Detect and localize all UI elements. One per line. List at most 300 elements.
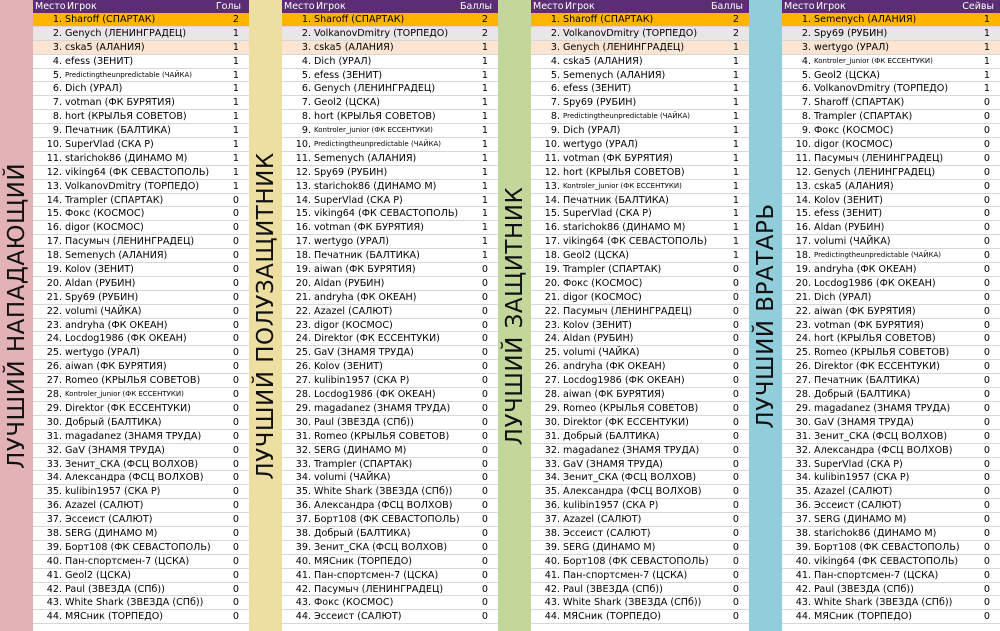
row-score: 0: [983, 514, 990, 526]
row-place: 23.: [544, 319, 560, 331]
row-score: 0: [232, 569, 239, 581]
table-row: [33, 416, 249, 430]
row-player: Spy69 (РУБИН): [563, 97, 637, 109]
table-row: [531, 305, 749, 319]
table-row: [782, 346, 1000, 360]
row-player: Борт108 (ФК СЕВАСТОПОЛЬ): [563, 555, 709, 567]
row-place: 20.: [295, 277, 311, 289]
table-header: [782, 0, 1000, 13]
table-row: [782, 374, 1000, 388]
row-score: 1: [732, 97, 739, 109]
table-row: [782, 388, 1000, 402]
row-player: Geol2 (ЦСКА): [314, 97, 381, 109]
row-score: 0: [732, 347, 739, 359]
row-player: andryha (ФК ОКЕАН): [314, 291, 417, 303]
row-player: SERG (ДИНАМО М): [814, 514, 907, 526]
row-player: Sharoff (СПАРТАК): [563, 14, 654, 25]
row-place: 22.: [795, 305, 811, 317]
table-row: [282, 346, 498, 360]
table-row: [282, 471, 498, 485]
row-player: cska5 (АЛАНИЯ): [814, 180, 894, 192]
row-place: 10.: [295, 139, 311, 151]
row-score: 1: [732, 166, 739, 178]
table-row: [531, 541, 749, 555]
row-place: 25.: [795, 347, 811, 359]
row-player: White Shark (ЗВЕЗДА (СПб)): [65, 597, 204, 609]
table-row: [782, 305, 1000, 319]
row-place: 28.: [46, 389, 62, 401]
table-row: [33, 360, 249, 374]
row-place: 35.: [46, 486, 62, 498]
row-place: 7.: [550, 97, 560, 109]
table-row: [282, 277, 498, 291]
row-place: 37.: [795, 514, 811, 526]
row-player: Зенит_СКА (ФСЦ ВОЛХОВ): [563, 472, 697, 484]
row-place: 38.: [46, 527, 62, 539]
row-score: 0: [481, 305, 488, 317]
row-player: Добрый (БАЛТИКА): [314, 527, 411, 539]
row-player: Spy69 (РУБИН): [65, 291, 139, 303]
row-place: 40.: [795, 555, 811, 567]
row-player: Genych (ЛЕНИНГРАДЕЦ): [314, 83, 436, 95]
row-score: 0: [232, 597, 239, 609]
row-score: 0: [732, 416, 739, 428]
row-score: 1: [732, 250, 739, 262]
row-score: 0: [983, 152, 990, 164]
row-place: 11.: [795, 152, 811, 164]
row-player: Semenych (АЛАНИЯ): [314, 152, 417, 164]
row-player: Dich (УРАЛ): [314, 55, 372, 67]
row-score: 1: [732, 194, 739, 206]
row-player: volumi (ЧАЙКА): [65, 305, 142, 317]
row-place: 29.: [46, 402, 62, 414]
row-place: 17.: [295, 236, 311, 248]
row-score: 1: [232, 180, 239, 192]
row-player: Trampler (СПАРТАК): [65, 194, 164, 206]
row-place: 41.: [544, 569, 560, 581]
row-place: 10.: [46, 139, 62, 151]
row-player: magadanez (ЗНАМЯ ТРУДА): [314, 402, 451, 414]
table-row: [282, 166, 498, 180]
row-score: 1: [481, 208, 488, 220]
table-row: [282, 430, 498, 444]
row-place: 22.: [295, 305, 311, 317]
row-score: 0: [481, 500, 488, 512]
row-score: 1: [732, 69, 739, 81]
table-row: [782, 263, 1000, 277]
row-place: 34.: [46, 472, 62, 484]
table-row: [282, 305, 498, 319]
row-place: 36.: [544, 500, 560, 512]
header-player: Игрок: [816, 1, 846, 12]
table-row: [531, 444, 749, 458]
row-score: 1: [232, 166, 239, 178]
table-row: [782, 27, 1000, 41]
band-midfielders: [249, 0, 282, 631]
row-score: 0: [983, 555, 990, 567]
row-score: 0: [983, 180, 990, 192]
row-place: 17.: [46, 236, 62, 248]
row-player: kulibin1957 (СКА Р): [814, 472, 910, 484]
row-place: 43.: [295, 597, 311, 609]
band-forwards: [0, 0, 33, 631]
row-place: 4.: [801, 55, 811, 67]
row-place: 19.: [795, 264, 811, 276]
header-player: Игрок: [67, 1, 97, 12]
row-score: 1: [232, 27, 239, 39]
row-place: 12.: [46, 166, 62, 178]
row-score: 0: [983, 458, 990, 470]
row-player: GaV (ЗНАМЯ ТРУДА): [814, 416, 914, 428]
row-place: 19.: [46, 264, 62, 276]
row-player: Фокс (КОСМОС): [314, 597, 394, 609]
row-score: 0: [732, 444, 739, 456]
table-row: [33, 207, 249, 221]
row-place: 34.: [544, 472, 560, 484]
table-row: [33, 291, 249, 305]
row-player: Sharoff (СПАРТАК): [314, 14, 405, 25]
row-score: 0: [983, 208, 990, 220]
row-score: 0: [481, 444, 488, 456]
row-place: 24.: [795, 333, 811, 345]
table-row: [33, 277, 249, 291]
row-place: 44.: [795, 611, 811, 623]
row-place: 40.: [295, 555, 311, 567]
table-row: [33, 82, 249, 96]
row-place: 25.: [295, 347, 311, 359]
table-row: [33, 458, 249, 472]
table-row: [531, 485, 749, 499]
table-row: [282, 124, 498, 138]
table-row: [33, 569, 249, 583]
table-row: [33, 402, 249, 416]
header-score: Сейвы: [962, 1, 994, 12]
row-place: 26.: [295, 361, 311, 373]
row-score: 0: [232, 375, 239, 387]
table-row: [282, 444, 498, 458]
row-player: efess (ЗЕНИТ): [65, 55, 134, 67]
row-player: Locdog1986 (ФК ОКЕАН): [563, 375, 685, 387]
row-score: 0: [232, 430, 239, 442]
table-row: [531, 458, 749, 472]
row-place: 14.: [795, 194, 811, 206]
table-row: [782, 319, 1000, 333]
row-place: 40.: [46, 555, 62, 567]
table-row: [531, 152, 749, 166]
row-player: cska5 (АЛАНИЯ): [563, 55, 643, 67]
row-player: cska5 (АЛАНИЯ): [65, 41, 145, 53]
row-player: Александра (ФСЦ ВОЛХОВ): [563, 486, 702, 498]
row-score: 0: [232, 250, 239, 262]
row-place: 30.: [544, 416, 560, 428]
row-place: 33.: [46, 458, 62, 470]
table-row: [782, 124, 1000, 138]
row-player: kulibin1957 (СКА Р): [314, 375, 410, 387]
row-player: Добрый (БАЛТИКА): [65, 416, 162, 428]
row-place: 32.: [795, 444, 811, 456]
rows: [33, 13, 249, 624]
row-place: 26.: [795, 361, 811, 373]
row-place: 25.: [46, 347, 62, 359]
row-place: 15.: [544, 208, 560, 220]
row-place: 29.: [295, 402, 311, 414]
row-player: Эссеист (САЛЮТ): [314, 611, 402, 623]
table-row: [33, 332, 249, 346]
table-row: [782, 152, 1000, 166]
row-place: 28.: [795, 389, 811, 401]
row-score: 0: [983, 597, 990, 609]
table-row: [282, 110, 498, 124]
row-score: 1: [481, 55, 488, 67]
row-player: aiwan (ФК БУРЯТИЯ): [563, 389, 665, 401]
row-place: 4.: [301, 55, 311, 67]
row-score: 0: [232, 264, 239, 276]
table-row: [782, 471, 1000, 485]
row-place: 36.: [295, 500, 311, 512]
row-player: Kontroler_junior (ФК ЕССЕНТУКИ): [563, 181, 682, 190]
table-row: [282, 402, 498, 416]
row-place: 44.: [295, 611, 311, 623]
row-score: 0: [732, 486, 739, 498]
row-score: 0: [732, 458, 739, 470]
row-score: 1: [732, 180, 739, 192]
row-score: 1: [732, 83, 739, 95]
row-score: 1: [481, 111, 488, 123]
row-player: Борт108 (ФК СЕВАСТОПОЛЬ): [65, 541, 211, 553]
table-row: [782, 360, 1000, 374]
row-score: 0: [983, 333, 990, 345]
row-score: 0: [983, 222, 990, 234]
table-row: [33, 388, 249, 402]
row-place: 13.: [544, 180, 560, 192]
row-player: magadanez (ЗНАМЯ ТРУДА): [65, 430, 202, 442]
row-player: kulibin1957 (СКА Р): [563, 500, 659, 512]
table-row: [782, 166, 1000, 180]
table-row: [531, 13, 749, 27]
row-score: 0: [983, 486, 990, 498]
row-player: Paul (ЗВЕЗДА (СПб)): [65, 583, 165, 595]
row-place: 42.: [46, 583, 62, 595]
row-player: Борт108 (ФК СЕВАСТОПОЛЬ): [314, 514, 460, 526]
row-score: 0: [983, 416, 990, 428]
row-place: 30.: [295, 416, 311, 428]
row-score: 0: [481, 611, 488, 623]
row-place: 41.: [795, 569, 811, 581]
row-player: Semenych (АЛАНИЯ): [563, 69, 666, 81]
row-player: Romeo (КРЫЛЬЯ СОВЕТОВ): [314, 430, 450, 442]
row-score: 0: [983, 444, 990, 456]
header-place: Место: [35, 1, 66, 12]
row-place: 40.: [544, 555, 560, 567]
row-score: 0: [232, 208, 239, 220]
row-place: 23.: [295, 319, 311, 331]
table-row: [782, 332, 1000, 346]
row-player: Direktor (ФК ЕССЕНТУКИ): [814, 361, 940, 373]
row-score: 0: [481, 375, 488, 387]
row-place: 39.: [46, 541, 62, 553]
row-player: VolkanovDmitry (ТОРПЕДО): [814, 83, 949, 95]
row-score: 1: [983, 27, 990, 39]
row-place: 28.: [295, 389, 311, 401]
row-score: 2: [732, 27, 739, 39]
row-score: 0: [481, 514, 488, 526]
row-place: 11.: [544, 152, 560, 164]
row-player: wertygo (УРАЛ): [814, 41, 890, 53]
row-place: 31.: [544, 430, 560, 442]
table-row: [33, 13, 249, 27]
row-place: 22.: [544, 305, 560, 317]
row-score: 1: [232, 97, 239, 109]
band-label-goalkeepers: ЛУЧШИЙ ВРАТАРЬ: [752, 202, 779, 429]
table-row: [33, 180, 249, 194]
row-place: 6.: [52, 83, 62, 95]
row-score: 0: [983, 611, 990, 623]
table-row: [282, 249, 498, 263]
row-score: 0: [983, 291, 990, 303]
row-player: volumi (ЧАЙКА): [314, 472, 391, 484]
table-header: [33, 0, 249, 13]
row-player: Genych (ЛЕНИНГРАДЕЦ): [814, 166, 936, 178]
table-row: [33, 541, 249, 555]
table-row: [782, 610, 1000, 624]
table-header: [531, 0, 749, 13]
row-score: 0: [481, 264, 488, 276]
row-place: 8.: [550, 111, 560, 123]
table-row: [531, 416, 749, 430]
row-score: 0: [732, 291, 739, 303]
row-player: Paul (ЗВЕЗДА (СПб)): [814, 583, 914, 595]
table-row: [33, 471, 249, 485]
row-place: 32.: [46, 444, 62, 456]
row-player: starichok86 (ДИНАМО М): [563, 222, 686, 234]
row-score: 0: [232, 194, 239, 206]
row-score: 1: [732, 55, 739, 67]
row-score: 0: [732, 597, 739, 609]
row-player: Genych (ЛЕНИНГРАДЕЦ): [563, 41, 685, 53]
row-place: 43.: [46, 597, 62, 609]
row-place: 35.: [295, 486, 311, 498]
table-row: [33, 69, 249, 83]
row-place: 18.: [795, 250, 811, 262]
row-score: 0: [232, 555, 239, 567]
row-score: 1: [983, 55, 990, 67]
header-place: Место: [284, 1, 315, 12]
table-defenders: [531, 0, 749, 631]
row-player: VolkanovDmitry (ТОРПЕДО): [65, 180, 200, 192]
table-row: [531, 596, 749, 610]
row-place: 16.: [295, 222, 311, 234]
row-player: digor (КОСМОС): [65, 222, 144, 234]
row-player: viking64 (ФК СЕВАСТОПОЛЬ): [814, 555, 959, 567]
table-row: [531, 194, 749, 208]
row-place: 39.: [295, 541, 311, 553]
row-player: Kontroler_junior (ФК ЕССЕНТУКИ): [65, 390, 184, 399]
row-player: Azazel (САЛЮТ): [314, 305, 393, 317]
row-score: 0: [481, 389, 488, 401]
table-row: [33, 319, 249, 333]
row-score: 0: [732, 569, 739, 581]
row-player: Locdog1986 (ФК ОКЕАН): [314, 389, 436, 401]
row-place: 13.: [795, 180, 811, 192]
row-place: 34.: [295, 472, 311, 484]
row-score: 1: [481, 83, 488, 95]
row-place: 18.: [295, 250, 311, 262]
row-score: 1: [481, 125, 488, 137]
row-score: 0: [983, 500, 990, 512]
table-row: [282, 360, 498, 374]
header-place: Место: [533, 1, 564, 12]
row-place: 29.: [544, 402, 560, 414]
table-row: [282, 69, 498, 83]
row-player: Эссеист (САЛЮТ): [814, 500, 902, 512]
row-player: Пан-спортсмен-7 (ЦСКА): [65, 555, 190, 567]
row-score: 0: [983, 139, 990, 151]
table-row: [282, 416, 498, 430]
row-player: Paul (ЗВЕЗДА (СПб)): [563, 583, 663, 595]
row-player: Aldan (РУБИН): [65, 277, 136, 289]
band-label-midfielders: ЛУЧШИЙ ПОЛУЗАЩИТНИК: [252, 151, 279, 480]
row-player: aiwan (ФК БУРЯТИЯ): [814, 305, 916, 317]
table-row: [782, 416, 1000, 430]
band-label-forwards: ЛУЧШИЙ НАПАДАЮЩИЙ: [3, 162, 30, 469]
row-player: cska5 (АЛАНИЯ): [314, 41, 394, 53]
table-row: [282, 499, 498, 513]
table-row: [782, 458, 1000, 472]
row-player: votman (ФК БУРЯТИЯ): [65, 97, 175, 109]
table-row: [782, 277, 1000, 291]
row-place: 32.: [295, 444, 311, 456]
table-row: [282, 319, 498, 333]
row-place: 10.: [795, 139, 811, 151]
table-row: [33, 444, 249, 458]
row-player: Genych (ЛЕНИНГРАДЕЦ): [65, 27, 187, 39]
row-score: 0: [481, 458, 488, 470]
row-player: hort (КРЫЛЬЯ СОВЕТОВ): [65, 111, 187, 123]
table-row: [282, 291, 498, 305]
row-player: Пасумыч (ЛЕНИНГРАДЕЦ): [563, 305, 693, 317]
row-score: 1: [481, 166, 488, 178]
row-player: Aldan (РУБИН): [314, 277, 385, 289]
table-row: [282, 221, 498, 235]
table-row: [782, 485, 1000, 499]
table-row: [33, 555, 249, 569]
table-row: [282, 13, 498, 27]
row-player: Spy69 (РУБИН): [314, 166, 388, 178]
table-row: [531, 360, 749, 374]
row-player: Direktor (ФК ЕССЕНТУКИ): [314, 333, 440, 345]
row-player: Эссеист (САЛЮТ): [65, 514, 153, 526]
row-score: 0: [983, 569, 990, 581]
row-player: digor (КОСМОС): [814, 139, 893, 151]
row-place: 17.: [795, 236, 811, 248]
table-row: [282, 96, 498, 110]
row-score: 0: [481, 333, 488, 345]
row-player: Romeo (КРЫЛЬЯ СОВЕТОВ): [814, 347, 950, 359]
table-row: [282, 194, 498, 208]
table-row: [33, 96, 249, 110]
row-score: 0: [232, 541, 239, 553]
row-place: 16.: [795, 222, 811, 234]
row-player: МЯСник (ТОРПЕДО): [563, 611, 661, 623]
table-row: [282, 596, 498, 610]
row-score: 0: [232, 291, 239, 303]
row-score: 0: [983, 347, 990, 359]
row-score: 0: [732, 402, 739, 414]
row-place: 41.: [46, 569, 62, 581]
table-row: [33, 610, 249, 624]
row-score: 0: [732, 361, 739, 373]
rows: [282, 13, 498, 624]
